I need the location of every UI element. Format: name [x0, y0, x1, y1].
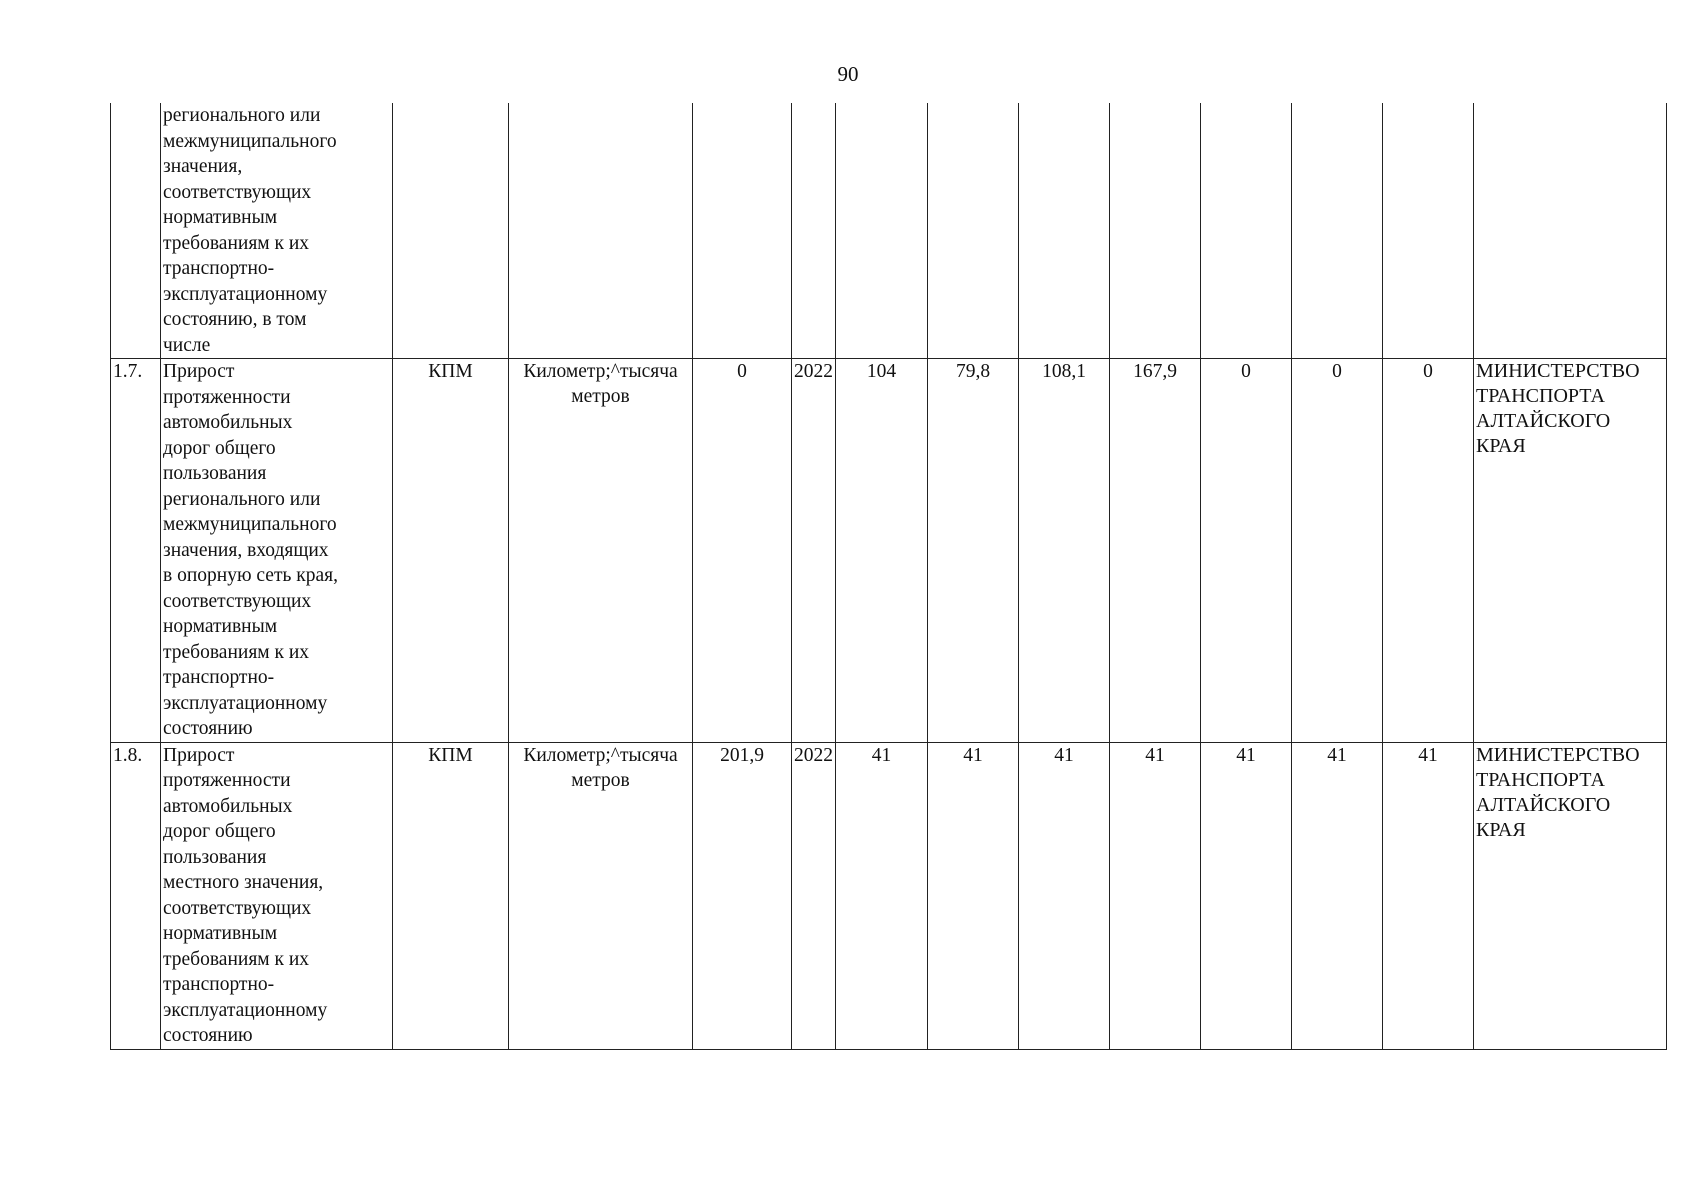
year-value-1: [836, 103, 928, 359]
unit-of-measure: [509, 103, 693, 359]
indicator-name-line: состоянию: [163, 1025, 253, 1046]
indicator-name-line: значения,: [163, 156, 243, 177]
indicator-name-line: требованиям к их: [163, 641, 310, 663]
indicator-name-line: транспортно-: [163, 258, 275, 279]
year-value-7: [1383, 103, 1474, 359]
indicator-name-line: транспортно-: [163, 667, 275, 688]
indicator-name-line: состоянию: [163, 718, 253, 739]
indicator-name-line: дорог общего: [163, 437, 276, 459]
base-year: 2022: [792, 359, 836, 743]
year-value-6: 41: [1292, 742, 1383, 1049]
indicator-name-line: нормативным: [163, 923, 278, 944]
indicator-name-line: автомобильных: [163, 795, 293, 817]
year-value-2: 79,8: [928, 359, 1019, 743]
responsible-organization: [1474, 742, 1667, 1049]
indicator-name-line: соответствующих: [163, 897, 312, 919]
indicator-name-line: соответствующих: [163, 590, 312, 612]
base-value: [693, 103, 792, 359]
base-value: 0: [693, 359, 792, 743]
indicator-name-line: протяженности: [163, 386, 291, 408]
year-value-3: 108,1: [1019, 359, 1110, 743]
indicator-name-line: дорог общего: [163, 821, 276, 842]
indicator-name-line: числе: [163, 334, 211, 356]
table-row: [111, 359, 1667, 743]
indicator-code: КПМ: [393, 359, 509, 743]
responsible-organization-line: ТРАНСПОРТА: [1476, 385, 1605, 407]
indicator-name-line: регионального или: [163, 105, 321, 126]
base-value: 201,9: [693, 742, 792, 1049]
base-year: [792, 103, 836, 359]
indicator-name-line: эксплуатационному: [163, 692, 328, 714]
indicator-name-line: нормативным: [163, 616, 278, 637]
indicator-name-line: протяженности: [163, 770, 291, 791]
indicator-name-line: состоянию, в том: [163, 309, 307, 330]
year-value-7: 41: [1383, 742, 1474, 1049]
indicator-name-line: Прирост: [163, 744, 235, 766]
page-number: 90: [837, 62, 859, 86]
year-value-2: 41: [928, 742, 1019, 1049]
unit-of-measure-line: метров: [571, 386, 630, 407]
year-value-4: 167,9: [1110, 359, 1201, 743]
indicator-name: [161, 742, 393, 1049]
year-value-4: [1110, 103, 1201, 359]
year-value-2: [928, 103, 1019, 359]
indicator-name-line: автомобильных: [163, 412, 293, 433]
year-value-3: [1019, 103, 1110, 359]
year-value-5: 0: [1201, 359, 1292, 743]
indicator-code: КПМ: [393, 742, 509, 1049]
year-value-5: [1201, 103, 1292, 359]
unit-of-measure: [509, 359, 693, 743]
year-value-6: [1292, 103, 1383, 359]
base-year: 2022: [792, 742, 836, 1049]
row-number: 1.7.: [111, 359, 161, 743]
indicator-name-line: местного значения,: [163, 872, 324, 893]
unit-of-measure-line: Километр;^тысяча: [523, 361, 678, 382]
year-value-6: 0: [1292, 359, 1383, 743]
indicator-name-line: межмуниципального: [163, 514, 337, 535]
indicator-name-line: эксплуатационному: [163, 999, 328, 1021]
indicator-name-line: требованиям к их: [163, 948, 310, 970]
responsible-organization-line: АЛТАЙСКОГО: [1476, 410, 1611, 432]
responsible-organization-line: МИНИСТЕРСТВО: [1476, 743, 1640, 766]
indicators-table: [110, 103, 1667, 1050]
indicator-name-line: значения, входящих: [163, 539, 329, 561]
responsible-organization-line: КРАЯ: [1476, 435, 1526, 457]
indicator-name-line: нормативным: [163, 207, 278, 228]
row-number: [111, 103, 161, 359]
indicator-name-line: пользования: [163, 846, 267, 868]
indicator-name: [161, 359, 393, 743]
responsible-organization: [1474, 103, 1667, 359]
table-row: [111, 742, 1667, 1049]
indicator-name-line: транспортно-: [163, 974, 275, 995]
indicator-name-line: требованиям к их: [163, 232, 310, 254]
unit-of-measure-line: метров: [571, 769, 630, 791]
responsible-organization-line: МИНИСТЕРСТВО: [1476, 360, 1640, 382]
table-row: [111, 103, 1667, 359]
year-value-3: 41: [1019, 742, 1110, 1049]
year-value-1: 104: [836, 359, 928, 743]
indicator-name-line: в опорную сеть края,: [163, 565, 338, 586]
responsible-organization-line: АЛТАЙСКОГО: [1476, 793, 1611, 816]
unit-of-measure-line: Километр;^тысяча: [523, 744, 678, 766]
indicator-code: [393, 103, 509, 359]
responsible-organization-line: ТРАНСПОРТА: [1476, 768, 1605, 791]
year-value-1: 41: [836, 742, 928, 1049]
row-number: 1.8.: [111, 742, 161, 1049]
indicator-name-line: соответствующих: [163, 181, 312, 203]
indicator-name-line: регионального или: [163, 488, 321, 510]
responsible-organization-line: КРАЯ: [1476, 818, 1526, 841]
indicator-name-line: эксплуатационному: [163, 283, 328, 305]
indicator-name-line: межмуниципального: [163, 130, 337, 152]
responsible-organization: [1474, 359, 1667, 743]
indicator-name-line: пользования: [163, 463, 267, 484]
indicator-name: [161, 103, 393, 359]
indicator-name-line: Прирост: [163, 361, 235, 382]
year-value-5: 41: [1201, 742, 1292, 1049]
year-value-7: 0: [1383, 359, 1474, 743]
year-value-4: 41: [1110, 742, 1201, 1049]
unit-of-measure: [509, 742, 693, 1049]
